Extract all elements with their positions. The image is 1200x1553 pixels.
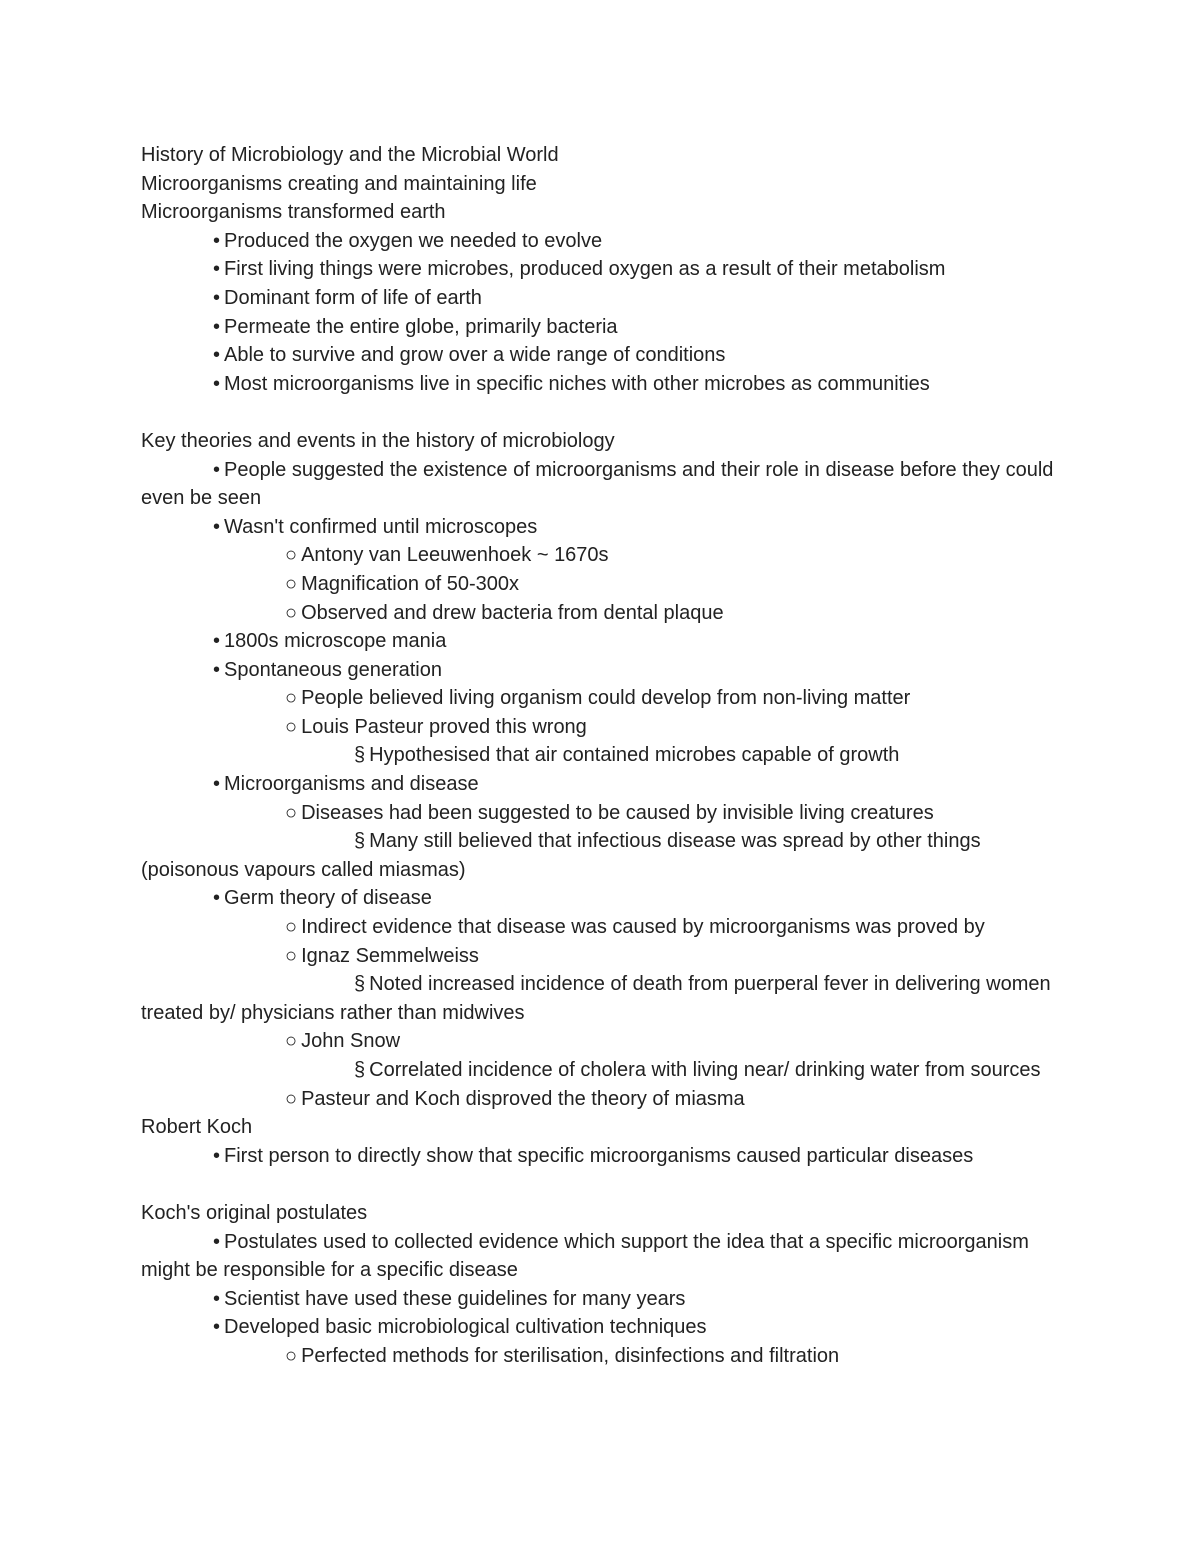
sub-list-item	[141, 1085, 1061, 1114]
list-item-text: First living things were microbes, produced oxygen as a result of their metabolism	[224, 258, 946, 281]
list-item-text: Able to survive and grow over a wide range of conditions	[224, 344, 726, 367]
list-item-text: Developed basic microbiological cultivation techniques	[224, 1316, 707, 1339]
list-item-text: First person to directly show that specific microorganisms caused particular diseases	[224, 1144, 974, 1167]
circle-marker: ○	[285, 1344, 298, 1367]
sub-list-item	[141, 541, 1061, 570]
bullet-marker: •	[213, 1144, 221, 1167]
sub-list-item	[141, 713, 1061, 742]
circle-marker: ○	[285, 715, 298, 738]
list-item	[141, 284, 1061, 313]
sub-list-item	[141, 799, 1061, 828]
list-item-text: Antony van Leeuwenhoek ~ 1670s	[301, 544, 609, 567]
circle-marker: ○	[285, 916, 298, 939]
list-item-text: Magnification of 50-300x	[301, 572, 520, 595]
bullet-marker: •	[213, 344, 221, 367]
list-item	[141, 1142, 1061, 1171]
circle-marker: ○	[285, 572, 298, 595]
bullet-marker: •	[213, 1287, 221, 1310]
notes-content	[141, 141, 1061, 1371]
list-item-text: 1800s microscope mania	[224, 630, 447, 653]
sub-list-item	[141, 913, 1061, 942]
list-item	[141, 884, 1061, 913]
circle-marker: ○	[285, 1087, 298, 1110]
list-item-text: Observed and drew bacteria from dental plaque	[301, 601, 724, 624]
list-item	[141, 1228, 1061, 1285]
bullet-marker: •	[213, 229, 221, 252]
list-item-text: People suggested the existence of microorganisms and their role in disease before they could even be seen	[141, 458, 1054, 510]
section-marker: §	[354, 830, 366, 853]
list-item-text: Postulates used to collected evidence which support the idea that a specific microorganism might be responsible for a specific disease	[141, 1230, 1029, 1282]
section-marker: §	[354, 744, 366, 767]
list-item-text: Many still believed that infectious disease was spread by other things (poisonous vapours called miasmas)	[141, 830, 981, 881]
list-item-text: Most microorganisms live in specific niches with other microbes as communities	[224, 372, 930, 395]
section-heading: Robert Koch	[141, 1116, 253, 1139]
list-item-text: Correlated incidence of cholera with living near/ drinking water from sources	[369, 1059, 1041, 1081]
bullet-marker: •	[213, 887, 221, 910]
bullet-marker: •	[213, 515, 221, 538]
section-marker: §	[354, 973, 366, 996]
list-item-text: Pasteur and Koch disproved the theory of miasma	[301, 1087, 745, 1110]
list-item-text: Wasn't confirmed until microscopes	[224, 515, 538, 538]
circle-marker: ○	[285, 801, 298, 824]
sub-list-item	[141, 942, 1061, 971]
sub-sub-list-item	[141, 827, 1061, 884]
list-item-text: Permeate the entire globe, primarily bacteria	[224, 315, 618, 338]
list-item	[141, 1285, 1061, 1314]
bullet-marker: •	[213, 658, 221, 681]
list-item-text: Indirect evidence that disease was caused by microorganisms was proved by	[301, 916, 985, 939]
list-item-text: Produced the oxygen we needed to evolve	[224, 229, 603, 252]
blank-line	[141, 1170, 1061, 1199]
circle-marker: ○	[285, 601, 298, 624]
bullet-marker: •	[213, 258, 221, 281]
text-line: Microorganisms transformed earth	[141, 201, 446, 224]
list-item	[141, 313, 1061, 342]
circle-marker: ○	[285, 944, 298, 967]
list-item	[141, 255, 1061, 284]
bullet-marker: •	[213, 1316, 221, 1339]
bullet-marker: •	[213, 1230, 221, 1253]
bullet-marker: •	[213, 630, 221, 653]
list-item-text: Noted increased incidence of death from puerperal fever in delivering women treated by/ physicians rather than midwives	[141, 973, 1051, 1024]
section-marker: §	[354, 1059, 366, 1081]
sub-list-item	[141, 1342, 1061, 1371]
list-item-text: Germ theory of disease	[224, 887, 432, 910]
section-heading: Key theories and events in the history of microbiology	[141, 429, 615, 452]
list-item	[141, 341, 1061, 370]
list-item	[141, 627, 1061, 656]
list-item-text: Diseases had been suggested to be caused by invisible living creatures	[301, 801, 934, 824]
blank-line	[141, 398, 1061, 427]
list-item	[141, 227, 1061, 256]
circle-marker: ○	[285, 1030, 298, 1053]
sub-sub-list-item	[141, 741, 1061, 770]
list-item-text: John Snow	[301, 1030, 401, 1053]
sub-list-item	[141, 1027, 1061, 1056]
list-item-text: Louis Pasteur proved this wrong	[301, 715, 587, 738]
section-heading: Koch's original postulates	[141, 1201, 368, 1224]
list-item-text: Spontaneous generation	[224, 658, 442, 681]
list-item-text: Scientist have used these guidelines for many years	[224, 1287, 686, 1310]
bullet-marker: •	[213, 286, 221, 309]
sub-list-item	[141, 570, 1061, 599]
circle-marker: ○	[285, 544, 298, 567]
sub-list-item	[141, 599, 1061, 628]
circle-marker: ○	[285, 687, 298, 710]
list-item	[141, 1313, 1061, 1342]
sub-sub-list-item	[141, 970, 1061, 1027]
text-line: Microorganisms creating and maintaining life	[141, 172, 537, 195]
list-item-text: Ignaz Semmelweiss	[301, 944, 479, 967]
bullet-marker: •	[213, 458, 221, 481]
sub-list-item	[141, 684, 1061, 713]
list-item-text: People believed living organism could develop from non-living matter	[301, 687, 911, 710]
list-item-text: Perfected methods for sterilisation, disinfections and filtration	[301, 1344, 840, 1367]
bullet-marker: •	[213, 315, 221, 338]
list-item	[141, 513, 1061, 542]
bullet-marker: •	[213, 372, 221, 395]
list-item-text: Dominant form of life of earth	[224, 286, 482, 309]
list-item	[141, 370, 1061, 399]
sub-sub-list-item	[141, 1056, 1061, 1085]
section-heading: History of Microbiology and the Microbial World	[141, 144, 559, 166]
list-item-text: Microorganisms and disease	[224, 773, 479, 796]
list-item	[141, 656, 1061, 685]
list-item	[141, 770, 1061, 799]
list-item-text: Hypothesised that air contained microbes capable of growth	[369, 744, 900, 767]
list-item	[141, 456, 1061, 513]
bullet-marker: •	[213, 773, 221, 796]
